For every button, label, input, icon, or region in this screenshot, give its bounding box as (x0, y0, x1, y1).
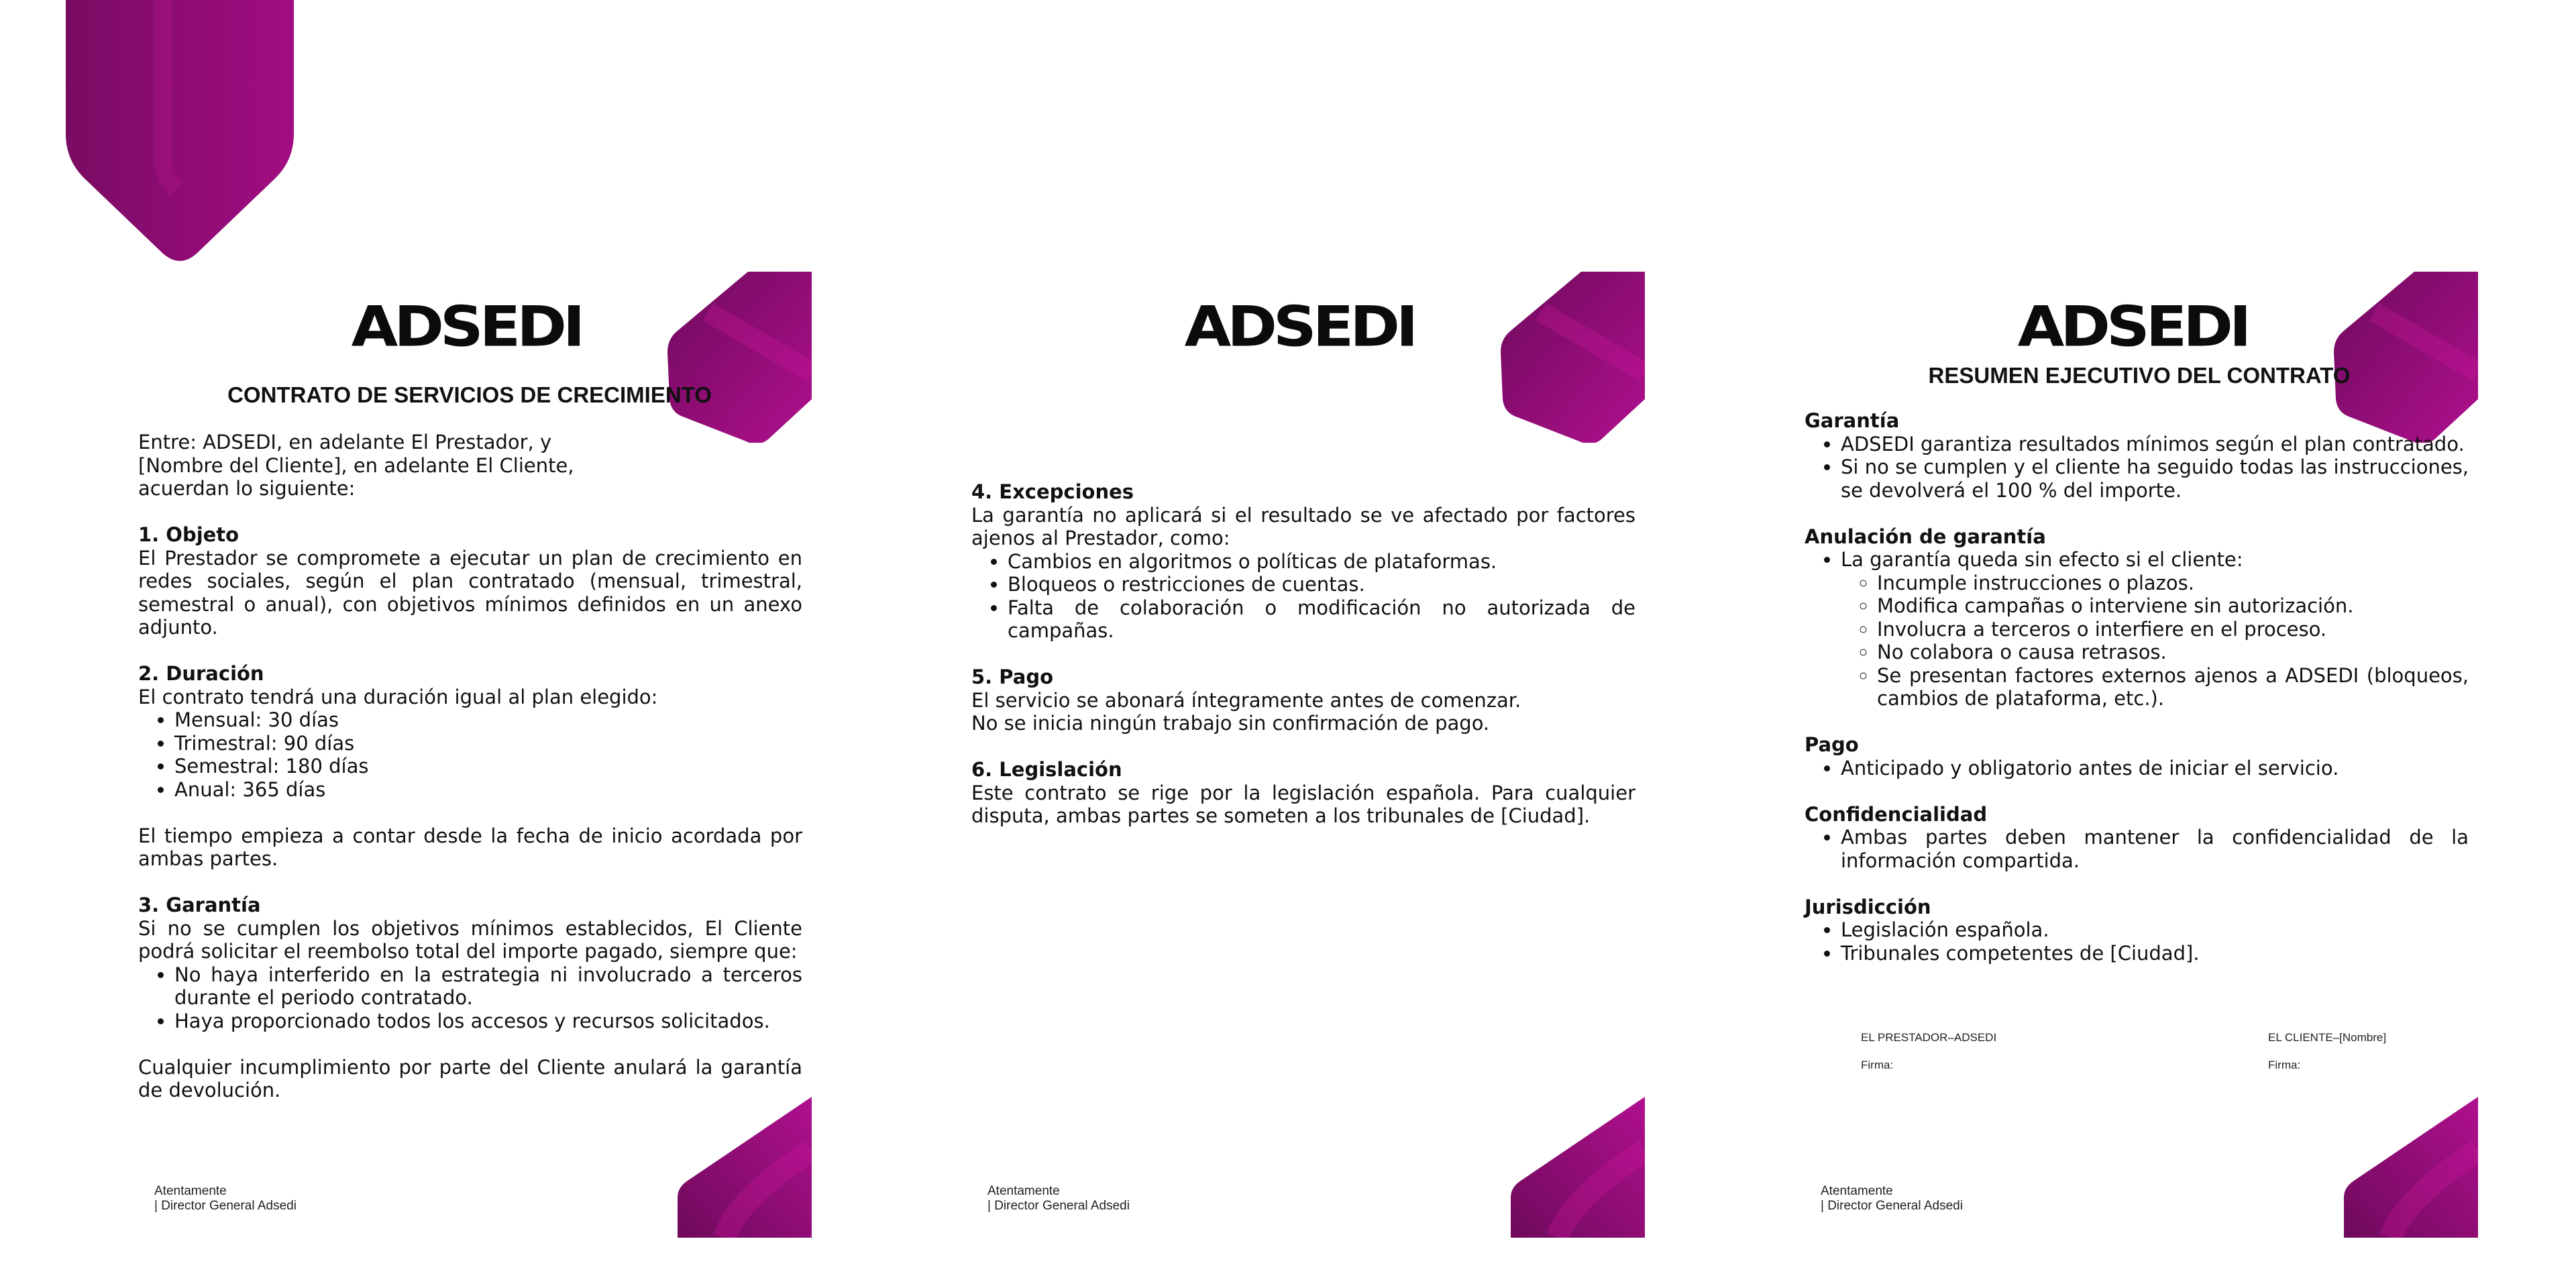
guarantee-list (1805, 433, 2469, 502)
section-heading: 2. Duración (138, 662, 264, 685)
section-heading: 5. Pago (971, 665, 1054, 688)
footer-line: | Director General Adsedi (154, 1199, 297, 1213)
section-paragraph: El tiempo empieza a contar desde la fecha de inicio acordada por ambas partes. (138, 824, 802, 870)
list-item-text: La garantía queda sin efecto si el cliente: (1841, 548, 2243, 571)
contract-body (971, 480, 1635, 828)
provider-signature-block (1861, 1024, 1996, 1079)
summary-body (1805, 409, 2469, 965)
adsedi-logo: ADSEDI (2017, 294, 2248, 360)
list-item: • Haya proporcionado todos los accesos y recursos solicitados. (174, 1010, 802, 1033)
section-heading: Pago (1805, 733, 1859, 756)
client-signature-block (2268, 1024, 2386, 1079)
contract-body (138, 431, 802, 1102)
hexagon-decoration (667, 272, 812, 443)
list-item (1841, 548, 2469, 710)
signature-footer (1821, 1184, 1963, 1214)
section-heading: Garantía (1805, 409, 1900, 432)
corner-decoration (2344, 1097, 2478, 1238)
list-item: • Semestral: 180 días (174, 755, 802, 778)
corner-decoration (1511, 1097, 1645, 1238)
section-heading: 6. Legislación (971, 758, 1122, 781)
sublist-item: ◦ Involucra a terceros o interfiere en el proceso. (1877, 618, 2469, 641)
section-paragraph: El servicio se abonará íntegramente antes de comenzar. (971, 688, 1521, 712)
footer-line: Atentamente (987, 1184, 1060, 1198)
signature-footer (987, 1184, 1130, 1214)
guarantee-conditions-list (138, 963, 802, 1033)
section-heading: Confidencialidad (1805, 802, 1988, 826)
list-item: • Si no se cumplen y el cliente ha seguido todas las instrucciones, se devolverá el 100 % del importe. (1841, 455, 2469, 502)
list-item: • Anticipado y obligatorio antes de iniciar el servicio. (1841, 757, 2469, 780)
intro-line: [Nombre del Cliente], en adelante El Cliente, (138, 453, 574, 477)
sublist-item: ◦ No colabora o causa retrasos. (1877, 641, 2469, 664)
section-paragraph: Cualquier incumplimiento por parte del Cliente anulará la garantía de devolución. (138, 1055, 802, 1102)
footer-line: | Director General Adsedi (987, 1199, 1130, 1213)
section-paragraph: El Prestador se compromete a ejecutar un plan de crecimiento en redes sociales, según el plan contratado (mensual, trimestral, semestral o anual), con objetivos mínimos definidos en un anexo adjunto. (138, 546, 802, 639)
exceptions-list (971, 550, 1635, 643)
adsedi-logo: ADSEDI (1184, 294, 1415, 360)
intro-line: Entre: ADSEDI, en adelante El Prestador, y (138, 431, 552, 453)
document-title: CONTRATO DE SERVICIOS DE CRECIMIENTO (227, 382, 712, 407)
section-paragraph: El contrato tendrá una duración igual al plan elegido: (138, 685, 658, 708)
payment-list (1805, 757, 2469, 780)
annulment-list (1805, 548, 2469, 710)
confidentiality-list (1805, 826, 2469, 872)
list-item: • No haya interferido en la estrategia ni involucrado a terceros durante el periodo contratado. (174, 963, 802, 1010)
list-item: • Cambios en algoritmos o políticas de plataformas. (1008, 550, 1635, 574)
sublist-item: ◦ Modifica campañas o interviene sin autorización. (1877, 594, 2469, 618)
list-item: • Legislación española. (1841, 918, 2469, 942)
list-item: • Anual: 365 días (174, 778, 802, 802)
sublist-item: ◦ Se presentan factores externos ajenos a ADSEDI (bloqueos, cambios de plataforma, etc.). (1877, 664, 2469, 710)
section-heading: Anulación de garantía (1805, 525, 2046, 548)
adsedi-logo: ADSEDI (351, 294, 582, 360)
section-paragraph: La garantía no aplicará si el resultado se ve afectado por factores ajenos al Prestador, como: (971, 503, 1635, 549)
signature-party-label: EL CLIENTE–[Nombre] (2268, 1031, 2387, 1044)
signature-party-label: EL PRESTADOR–ADSEDI (1861, 1031, 1997, 1044)
section-heading: 4. Excepciones (971, 480, 1134, 503)
contract-page-1 (134, 272, 812, 1238)
corner-decoration (678, 1097, 812, 1238)
footer-line: | Director General Adsedi (1821, 1199, 1963, 1213)
signature-field-label: Firma: (2268, 1059, 2301, 1071)
footer-line: Atentamente (1821, 1184, 1893, 1198)
section-paragraph: Si no se cumplen los objetivos mínimos establecidos, El Cliente podrá solicitar el reembolso total del importe pagado, siempre que: (138, 916, 802, 963)
section-heading: 1. Objeto (138, 523, 239, 546)
document-title: RESUMEN EJECUTIVO DEL CONTRATO (1928, 363, 2351, 388)
section-paragraph: Este contrato se rige por la legislación española. Para cualquier disputa, ambas partes se someten a los tribunales de [Ciudad]. (971, 781, 1635, 827)
section-heading: 3. Garantía (138, 894, 261, 916)
signature-footer (154, 1184, 297, 1214)
annulment-sublist (1841, 572, 2469, 710)
list-item: • Falta de colaboración o modificación no autorizada de campañas. (1008, 596, 1635, 643)
intro-line: acuerdan lo siguiente: (138, 477, 356, 500)
contract-page-2 (967, 272, 1645, 1238)
list-item: • Ambas partes deben mantener la confidencialidad de la información compartida. (1841, 826, 2469, 872)
jurisdiction-list (1805, 918, 2469, 965)
list-item: • Tribunales competentes de [Ciudad]. (1841, 942, 2469, 965)
signature-field-label: Firma: (1861, 1059, 1894, 1071)
section-heading: Jurisdicción (1805, 895, 1931, 918)
sublist-item: ◦ Incumple instrucciones o plazos. (1877, 572, 2469, 595)
list-item: • Bloqueos o restricciones de cuentas. (1008, 573, 1635, 596)
bookmark-decoration (66, 0, 294, 262)
hexagon-decoration (1501, 272, 1645, 443)
list-item: • ADSEDI garantiza resultados mínimos según el plan contratado. (1841, 433, 2469, 456)
list-item: • Trimestral: 90 días (174, 732, 802, 755)
section-paragraph: No se inicia ningún trabajo sin confirmación de pago. (971, 712, 1490, 735)
list-item: • Mensual: 30 días (174, 708, 802, 732)
footer-line: Atentamente (154, 1184, 227, 1198)
duration-list (138, 708, 802, 801)
contract-page-3 (1801, 272, 2478, 1238)
